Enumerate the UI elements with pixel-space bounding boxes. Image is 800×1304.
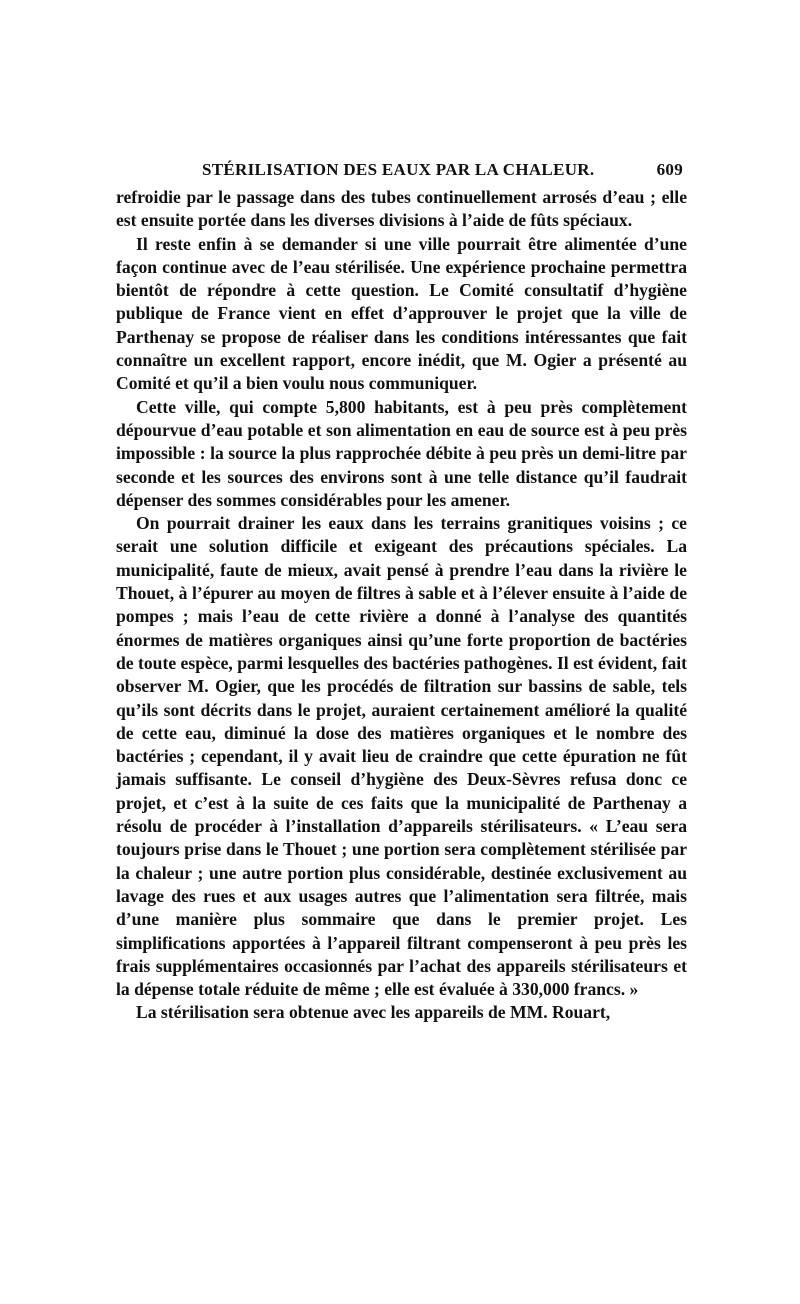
book-page <box>116 156 687 1025</box>
paragraph-continuation: refroidie par le passage dans des tubes continuellement arrosés d’eau ; elle est ensuite portée dans les diverses divisions à l’aide de fûts spéciaux. <box>116 187 687 231</box>
paragraph-parthenay-population: Cette ville, qui compte 5,800 habitants, est à peu près complètement dépourvue d’eau potable et son alimentation en eau de source est à peu près impossible : la source la plus rapprochée débite à peu près un demi-litre par seconde et les sources des environs sont à une telle distance qu’il faudrait dépenser des sommes considérables pour les amener. <box>116 396 687 510</box>
body-text <box>116 186 687 1025</box>
page-number: 609 <box>656 160 683 179</box>
paragraph-rouart-apparatus: La stérilisation sera obtenue avec les appareils de MM. Rouart, <box>136 1002 611 1023</box>
paragraph-drainage-options: On pourrait drainer les eaux dans les terrains granitiques voisins ; ce serait une solution difficile et exigeant des précautions spéciales. La municipalité, faute de mieux, avait pensé à prendre l’eau dans la rivière le Thouet, à l’épurer au moyen de filtres à sable et à l’élever ensuite à l’aide de pompes ; mais l’eau de cette rivière a donné à l’analyse des quantités énormes de matières organiques ainsi qu’une forte proportion de bactéries de toute espèce, parmi lesquelles des bactéries pathogènes. Il est évident, fait observer M. Ogier, que les procédés de filtration sur bassins de sable, tels qu’ils sont décrits dans le projet, auraient certainement amélioré la qualité de cette eau, diminué la dose des matières organiques et le nombre des bactéries ; cependant, il y avait lieu de craindre que cette épuration ne fût jamais suffisante. Le conseil d’hygiène des Deux-Sèvres refusa donc ce projet, et c’est à la suite de ces faits que la municipalité de Parthenay a résolu de procéder à l’installation d’appareils stérilisateurs. « L’eau sera toujours prise dans le Thouet ; une portion sera complètement stérilisée par la chaleur ; une autre portion plus considérable, destinée exclusivement au lavage des rues et aux usages autres que l’alimentation sera filtrée, mais d’une manière plus sommaire que dans le premier projet. Les simplifications apportées à l’appareil filtrant compenseront à peu près les frais supplémentaires occasionnés par l’achat des appareils stérilisateurs et la dépense totale réduite de même ; elle est évaluée à 330,000 francs. » <box>116 513 687 1000</box>
running-head <box>116 156 687 186</box>
running-title: STÉRILISATION DES EAUX PAR LA CHALEUR. <box>202 160 595 179</box>
paragraph-sterilized-water-supply: Il reste enfin à se demander si une ville pourrait être alimentée d’une façon continue avec de l’eau stérilisée. Une expérience prochaine permettra bientôt de répondre à cette question. Le Comité consultatif d’hygiène publique de France vient en effet d’approuver le projet que la ville de Parthenay se propose de réaliser dans les conditions intéressantes que fait connaître un excellent rapport, encore inédit, que M. Ogier a présenté au Comité et qu’il a bien voulu nous communiquer. <box>116 233 687 394</box>
